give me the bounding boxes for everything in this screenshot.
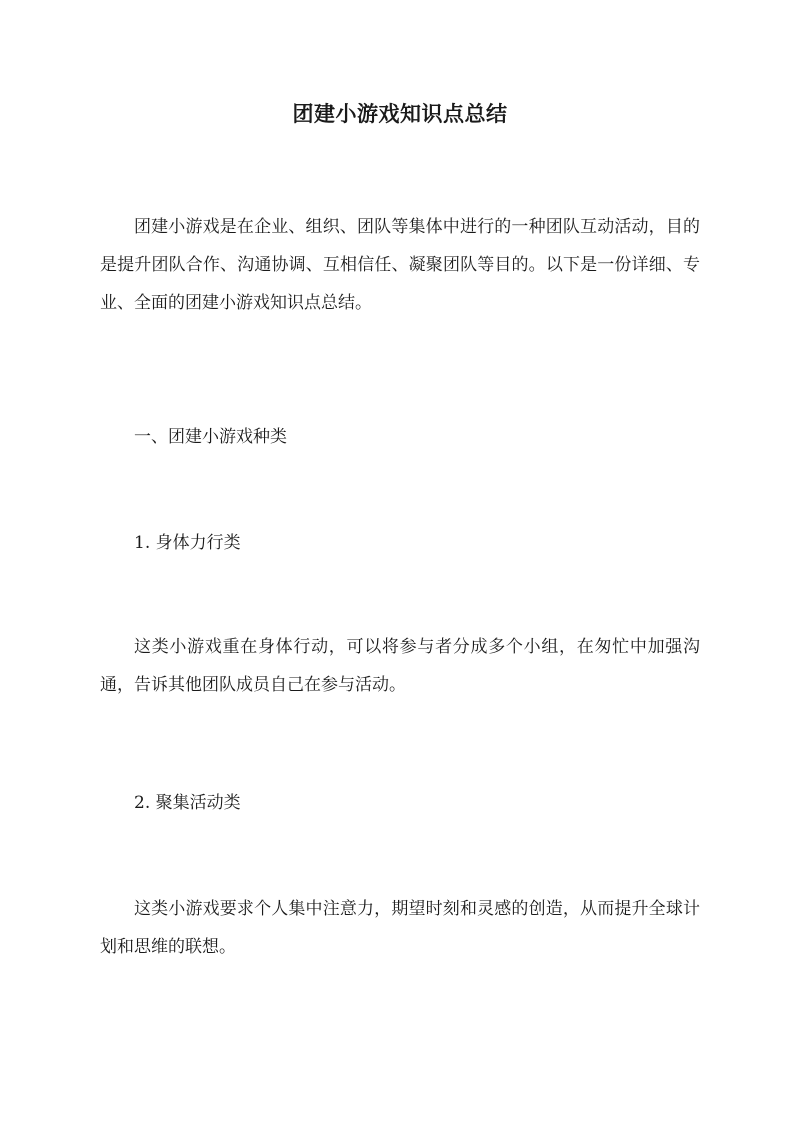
subsection-paragraph-2: 这类小游戏要求个人集中注意力，期望时刻和灵感的创造，从而提升全球计划和思维的联想。 [100,899,700,957]
intro-paragraph: 团建小游戏是在企业、组织、团队等集体中进行的一种团队互动活动，目的是提升团队合作、沟通协调、互相信任、凝聚团队等目的。以下是一份详细、专业、全面的团建小游戏知识点总结。 [100,217,700,313]
document-title: 团建小游戏知识点总结 [292,101,508,126]
subsection-heading-1: 1. 身体力行类 [134,533,241,553]
subsection-paragraph-1: 这类小游戏重在身体行动，可以将参与者分成多个小组，在匆忙中加强沟通，告诉其他团队成员自己在参与活动。 [100,637,700,695]
section-heading: 一、团建小游戏种类 [134,427,287,447]
subsection-heading-2: 2. 聚集活动类 [134,793,241,813]
